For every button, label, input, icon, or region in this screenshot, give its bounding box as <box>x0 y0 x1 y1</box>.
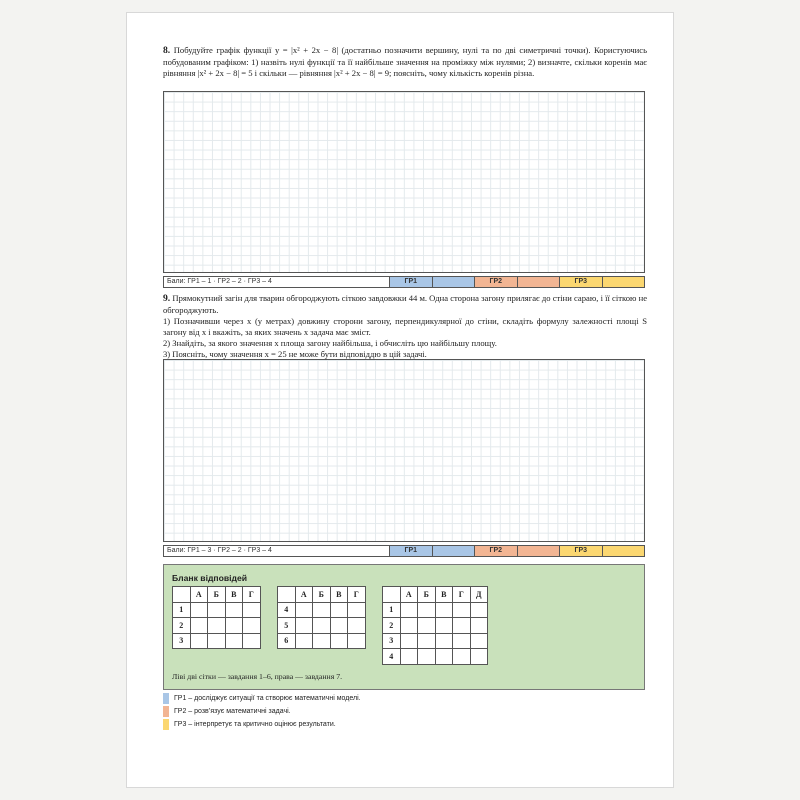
answer-cell[interactable] <box>348 618 366 634</box>
answer-cell[interactable] <box>400 618 418 634</box>
task-9-gr2-box[interactable] <box>518 546 561 556</box>
task-9-score-label: Бали: ГР1 – 3 · ГР2 – 2 · ГР3 – 4 <box>164 546 390 556</box>
answer-cell[interactable] <box>225 602 243 618</box>
legend-text: ГР2 – розв’язує математичні задачі. <box>174 708 291 715</box>
row-header: 1 <box>173 602 191 618</box>
answer-cell[interactable] <box>400 633 418 649</box>
task-8-gr2-label: ГР2 <box>475 277 518 287</box>
answer-cell[interactable] <box>453 618 471 634</box>
column-header: В <box>435 587 453 603</box>
legend-item-gr2 <box>163 706 291 717</box>
answer-grid-corner <box>278 587 296 603</box>
task-9-score-bar <box>163 545 645 557</box>
row-header: 3 <box>173 633 191 649</box>
answer-cell[interactable] <box>435 602 453 618</box>
row-header: 2 <box>383 618 401 634</box>
legend-swatch-gr1 <box>163 693 169 704</box>
legend-text: ГР3 – інтерпретує та критично оцінює результати. <box>174 721 336 728</box>
answer-cell[interactable] <box>313 602 331 618</box>
answer-cell[interactable] <box>400 602 418 618</box>
task-8-score-label: Бали: ГР1 – 1 · ГР2 – 2 · ГР3 – 4 <box>164 277 390 287</box>
task-9-gr1-label: ГР1 <box>390 546 433 556</box>
worksheet-page <box>126 12 674 788</box>
task-8-gr2-box[interactable] <box>518 277 561 287</box>
answer-cell[interactable] <box>313 633 331 649</box>
legend-swatch-gr2 <box>163 706 169 717</box>
answer-cell[interactable] <box>453 649 471 665</box>
answer-cell[interactable] <box>330 618 348 634</box>
answer-cell[interactable] <box>330 602 348 618</box>
answer-cell[interactable] <box>330 633 348 649</box>
answer-grid-1 <box>172 586 261 649</box>
answer-cell[interactable] <box>348 602 366 618</box>
answer-cell[interactable] <box>243 633 261 649</box>
legend-text: ГР1 – досліджує ситуації та створює математичні моделі. <box>174 695 361 702</box>
task-9-part-1: 1) Позначивши через x (у метрах) довжину сторони загону, перпендикулярної до стіни, складіть формулу залежності площі S загону від x і вкажіть, за яких значень x задача має зміст. <box>163 315 647 337</box>
column-header: Б <box>208 587 226 603</box>
column-header: Г <box>243 587 261 603</box>
answer-cell[interactable] <box>470 618 488 634</box>
column-header: Г <box>348 587 366 603</box>
legend-swatch-gr3 <box>163 719 169 730</box>
task-8-text: Побудуйте графік функції y = |x² + 2x − 8| (достатньо позначити вершину, нулі та по дві симетричні точки). Користуючись побудованим графіком: 1) назвіть нулі функції та її найбільше значення на проміжку між нулями; 2) визначте, скільки коренів має рівняння |x² + 2x − 8| = 5 і скільки — рівняння |x² + 2x − 8| = 9; поясніть, чому кількість коренів різна. <box>163 45 647 78</box>
column-header: А <box>190 587 208 603</box>
answer-cell[interactable] <box>208 618 226 634</box>
legend-item-gr3 <box>163 719 336 730</box>
answer-cell[interactable] <box>470 649 488 665</box>
answer-grid-3 <box>382 586 488 665</box>
column-header: В <box>330 587 348 603</box>
row-header: 6 <box>278 633 296 649</box>
task-8-gr3-box[interactable] <box>603 277 645 287</box>
answer-cell[interactable] <box>435 633 453 649</box>
row-header: 4 <box>278 602 296 618</box>
task-9-gr3-box[interactable] <box>603 546 645 556</box>
answer-cell[interactable] <box>225 633 243 649</box>
column-header: В <box>225 587 243 603</box>
column-header: Д <box>470 587 488 603</box>
task-8-score-bar <box>163 276 645 288</box>
answer-cell[interactable] <box>435 618 453 634</box>
row-header: 3 <box>383 633 401 649</box>
answer-cell[interactable] <box>243 602 261 618</box>
answer-cell[interactable] <box>190 618 208 634</box>
row-header: 1 <box>383 602 401 618</box>
task-8-gr3-label: ГР3 <box>560 277 603 287</box>
answer-cell[interactable] <box>453 602 471 618</box>
legend-item-gr1 <box>163 693 361 704</box>
task-9-gr2-label: ГР2 <box>475 546 518 556</box>
answer-cell[interactable] <box>190 602 208 618</box>
task-9-gr1-box[interactable] <box>433 546 476 556</box>
answer-cell[interactable] <box>418 618 436 634</box>
answer-cell[interactable] <box>470 633 488 649</box>
answer-cell[interactable] <box>313 618 331 634</box>
answer-sheet-panel <box>163 564 645 690</box>
answer-sheet-title: Бланк відповідей <box>172 573 248 583</box>
column-header: Б <box>418 587 436 603</box>
task-8-number: 8. <box>163 45 171 56</box>
task-9-answer-grid[interactable] <box>163 359 645 542</box>
task-8-answer-grid[interactable] <box>163 91 645 273</box>
column-header: Б <box>313 587 331 603</box>
answer-cell[interactable] <box>295 602 313 618</box>
row-header: 5 <box>278 618 296 634</box>
answer-cell[interactable] <box>418 633 436 649</box>
answer-grid-corner <box>383 587 401 603</box>
row-header: 2 <box>173 618 191 634</box>
answer-grid-2 <box>277 586 366 649</box>
column-header: А <box>400 587 418 603</box>
task-9-part-3: 3) Поясніть, чому значення x = 25 не може бути відповіддю в цій задачі. <box>163 348 427 359</box>
column-header: Г <box>453 587 471 603</box>
task-9-number: 9. <box>163 293 171 304</box>
task-9-intro <box>163 293 647 316</box>
answer-sheet-note: Ліві дві сітки — завдання 1–6, права — завдання 7. <box>172 672 343 681</box>
answer-cell[interactable] <box>453 633 471 649</box>
answer-cell[interactable] <box>418 602 436 618</box>
task-8 <box>163 45 647 79</box>
answer-cell[interactable] <box>435 649 453 665</box>
answer-cell[interactable] <box>208 633 226 649</box>
task-8-gr1-box[interactable] <box>433 277 476 287</box>
answer-grid-corner <box>173 587 191 603</box>
task-9-part-2: 2) Знайдіть, за якого значення x площа загону найбільша, і обчисліть цю найбільшу площу. <box>163 337 497 348</box>
task-9 <box>163 293 647 359</box>
answer-cell[interactable] <box>208 602 226 618</box>
answer-cell[interactable] <box>348 633 366 649</box>
task-9-intro-text: Прямокутний загін для тварин обгороджують сіткою завдовжки 44 м. Одна сторона загону прилягає до стіни сараю, і її сіткою не обгороджують. <box>163 293 648 315</box>
answer-cell[interactable] <box>295 618 313 634</box>
answer-cell[interactable] <box>295 633 313 649</box>
answer-cell[interactable] <box>243 618 261 634</box>
answer-cell[interactable] <box>225 618 243 634</box>
task-8-gr1-label: ГР1 <box>390 277 433 287</box>
task-9-gr3-label: ГР3 <box>560 546 603 556</box>
answer-cell[interactable] <box>418 649 436 665</box>
answer-cell[interactable] <box>190 633 208 649</box>
row-header: 4 <box>383 649 401 665</box>
answer-cell[interactable] <box>470 602 488 618</box>
column-header: А <box>295 587 313 603</box>
answer-cell[interactable] <box>400 649 418 665</box>
